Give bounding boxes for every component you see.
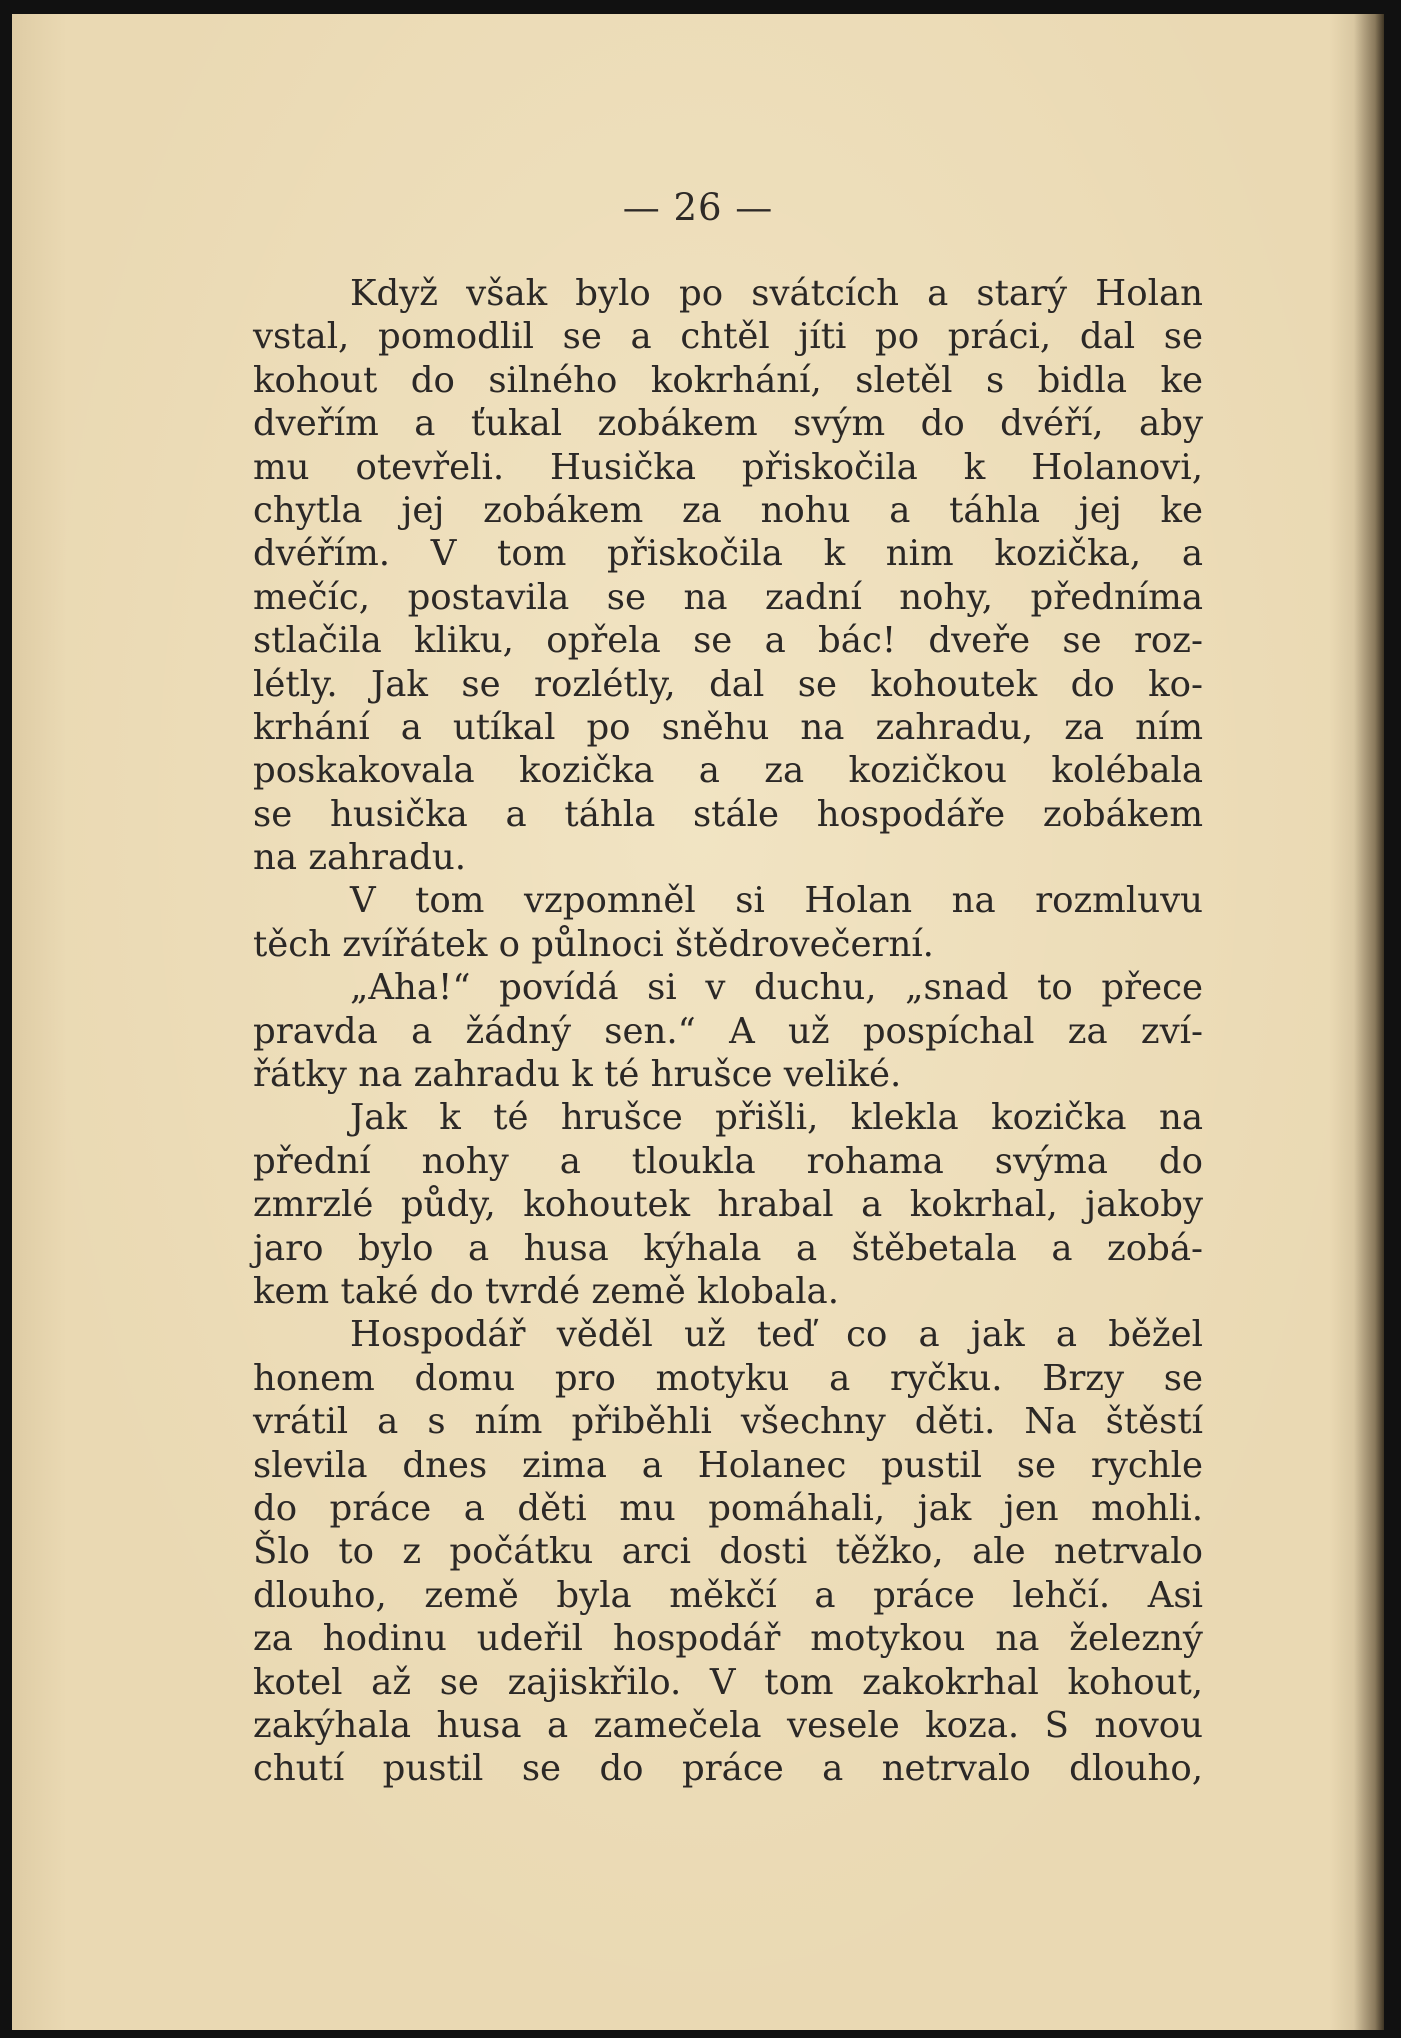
text-line: kem také do tvrdé země klobala. (253, 1270, 839, 1312)
text-line: honem domu pro motyku a ryčku. Brzy se (253, 1357, 1203, 1399)
text-line: vstal, pomodlil se a chtěl jíti po práci, dal se (253, 316, 1203, 358)
text-line: zakýhala husa a zamečela vesele koza. S novou (253, 1704, 1203, 1746)
text-line: za hodinu udeřil hospodář motykou na železný (253, 1618, 1203, 1660)
text-line: dveřím a ťukal zobákem svým do dvéří, aby (253, 403, 1203, 445)
text-line: těch zvířátek o půlnoci štědrovečerní. (253, 923, 934, 965)
text-line: „Aha!“ povídá si v duchu, „snad to přece (350, 967, 1203, 1009)
text-line: řátky na zahradu k té hrušce veliké. (253, 1054, 902, 1096)
text-line: V tom vzpomněl si Holan na rozmluvu (350, 880, 1203, 922)
text-line: jaro bylo a husa kýhala a štěbetala a zobá- (253, 1227, 1203, 1269)
text-line: chutí pustil se do práce a netrvalo dlouho, (253, 1748, 1203, 1790)
text-line: pravda a žádný sen.“ A už pospíchal za zví- (253, 1010, 1203, 1052)
body-text (253, 272, 1203, 1791)
book-page (12, 14, 1384, 2030)
text-line: do práce a děti mu pomáhali, jak jen mohli. (253, 1487, 1203, 1529)
text-line: krhání a utíkal po sněhu na zahradu, za ním (253, 706, 1203, 748)
text-line: na zahradu. (253, 837, 467, 879)
text-line: se husička a táhla stále hospodáře zobákem (253, 793, 1203, 835)
text-line: Jak k té hrušce přišli, klekla kozička na (350, 1097, 1203, 1139)
text-line: vrátil a s ním přiběhli všechny děti. Na štěstí (253, 1401, 1203, 1443)
text-line: dvéřím. V tom přiskočila k nim kozička, a (253, 533, 1203, 575)
text-line: slevila dnes zima a Holanec pustil se rychle (253, 1444, 1203, 1486)
text-line: mu otevřeli. Husička přiskočila k Holanovi, (253, 446, 1203, 488)
text-line: stlačila kliku, opřela se a bác! dveře se roz- (253, 620, 1203, 662)
text-line: chytla jej zobákem za nohu a táhla jej ke (253, 489, 1203, 531)
text-line: kohout do silného kokrhání, sletěl s bidla ke (253, 359, 1203, 401)
text-line: dlouho, země byla měkčí a práce lehčí. Asi (253, 1574, 1203, 1616)
text-line: mečíc, postavila se na zadní nohy, předníma (253, 576, 1203, 618)
page-gutter-shadow (1354, 14, 1384, 2030)
page-number-header: — 26 — (622, 186, 774, 229)
text-line: přední nohy a tloukla rohama svýma do (253, 1140, 1203, 1182)
text-line: kotel až se zajiskřilo. V tom zakokrhal kohout, (253, 1661, 1203, 1703)
text-line: Šlo to z počátku arci dosti těžko, ale netrvalo (253, 1531, 1203, 1573)
text-line: létly. Jak se rozlétly, dal se kohoutek do ko- (253, 663, 1203, 705)
text-line: Hospodář věděl už teď co a jak a běžel (350, 1314, 1203, 1356)
text-line: zmrzlé půdy, kohoutek hrabal a kokrhal, jakoby (253, 1184, 1203, 1226)
text-line: Když však bylo po svátcích a starý Holan (350, 273, 1203, 314)
text-line: poskakovala kozička a za kozičkou kolébala (253, 750, 1203, 792)
